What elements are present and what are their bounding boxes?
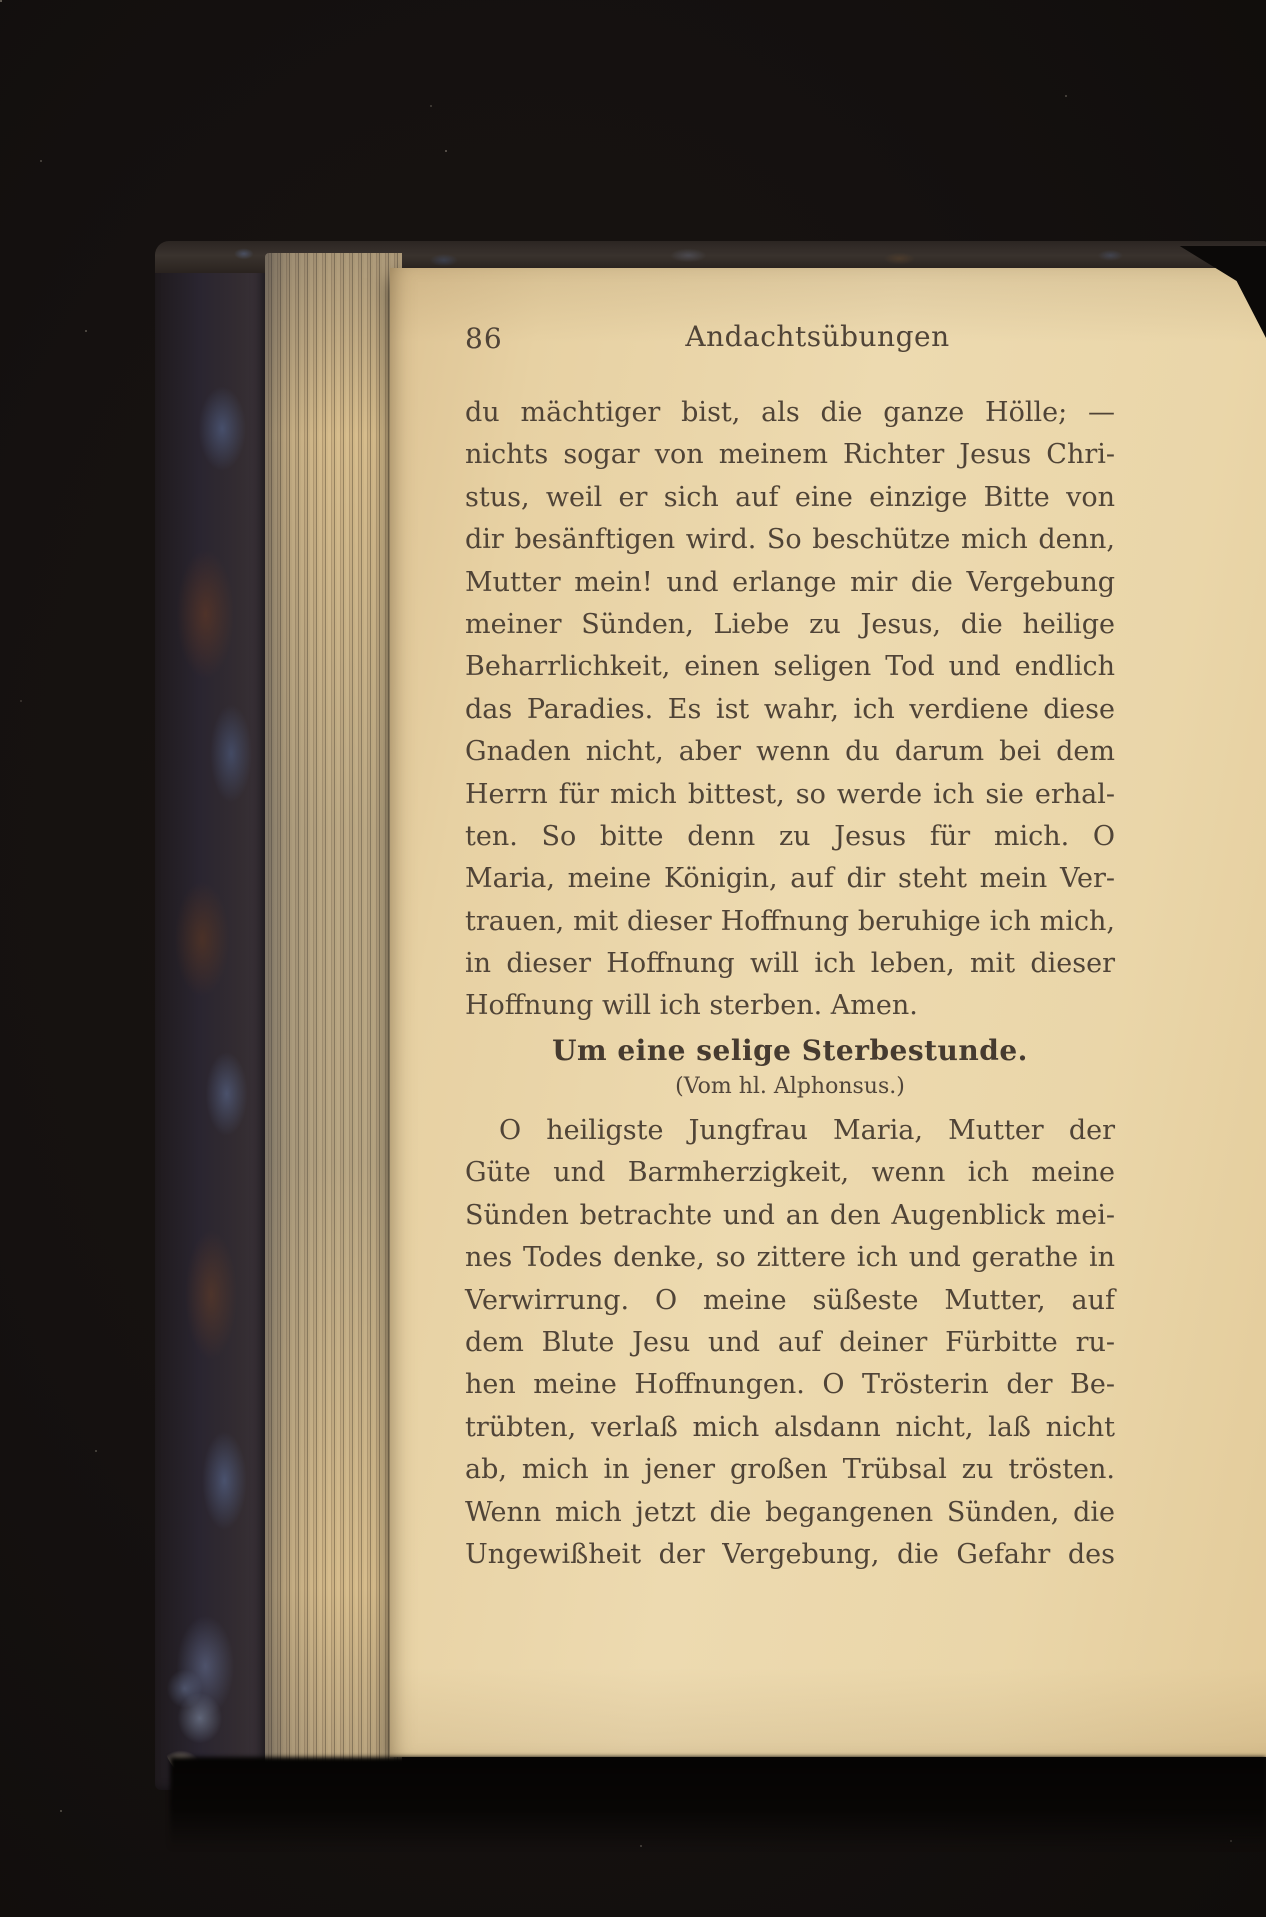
page-number: 86	[465, 322, 503, 355]
text-line: Ungewißheit der Vergebung, die Gefahr des	[465, 1538, 1115, 1570]
text-line: Beharrlichkeit, einen seligen Tod und endlich	[465, 651, 1115, 683]
text-line: Herrn für mich bittest, so werde ich sie erhal-	[465, 778, 1115, 810]
text-line: Wenn mich jetzt die begangenen Sünden, die	[465, 1496, 1115, 1528]
text-line: O heiligste Jungfrau Maria, Mutter der	[499, 1115, 1115, 1146]
text-line: ab, mich in jener großen Trübsal zu trösten.	[465, 1454, 1115, 1486]
book-shadow	[170, 1757, 1266, 1849]
text-line: trauen, mit dieser Hoffnung beruhige ich mich,	[465, 905, 1115, 937]
book-cover-marbled-edge	[155, 243, 267, 1790]
text-line: ten. So bitte denn zu Jesus für mich. O	[465, 820, 1115, 852]
text-line: stus, weil er sich auf eine einzige Bitte von	[465, 481, 1115, 513]
text-line: in dieser Hoffnung will ich leben, mit dieser	[465, 948, 1115, 980]
dust-specks	[0, 0, 2, 2]
text-line: das Paradies. Es ist wahr, ich verdiene diese	[465, 693, 1115, 725]
running-title: Andachtsübungen	[685, 320, 950, 353]
text-line: Hoffnung will ich sterben. Amen.	[465, 990, 918, 1022]
section-heading: Um eine selige Sterbestunde.	[552, 1034, 1028, 1067]
text-line: nichts sogar von meinem Richter Jesus Chri-	[465, 439, 1115, 471]
text-line: Güte und Barmherzigkeit, wenn ich meine	[465, 1157, 1115, 1189]
page-content	[390, 268, 1266, 1757]
text-line: trübten, verlaß mich alsdann nicht, laß nicht	[465, 1411, 1115, 1443]
text-line: dir besänftigen wird. So beschütze mich denn,	[465, 524, 1115, 556]
paragraph-1	[465, 392, 1115, 1028]
text-line: Verwirrung. O meine süßeste Mutter, auf	[465, 1284, 1115, 1316]
text-line: hen meine Hoffnungen. O Trösterin der Be-	[465, 1369, 1115, 1401]
text-line: meiner Sünden, Liebe zu Jesus, die heilige	[465, 608, 1115, 640]
page-header	[465, 320, 1115, 360]
book-fanned-page-edges	[265, 253, 402, 1769]
text-line: Maria, meine Königin, auf dir steht mein Ver-	[465, 863, 1115, 895]
section-attribution: (Vom hl. Alphonsus.)	[675, 1074, 905, 1099]
text-line: du mächtiger bist, als die ganze Hölle; —	[465, 397, 1115, 428]
text-line: Mutter mein! und erlange mir die Vergebung	[465, 566, 1115, 598]
text-line: Sünden betrachte und an den Augenblick mei-	[465, 1199, 1115, 1231]
book-page	[390, 268, 1266, 1757]
text-line: nes Todes denke, so zittere ich und gerathe in	[465, 1242, 1115, 1274]
paragraph-2	[465, 1110, 1115, 1576]
text-line: Gnaden nicht, aber wenn du darum bei dem	[465, 736, 1115, 768]
text-line: dem Blute Jesu und auf deiner Fürbitte ru-	[465, 1326, 1115, 1358]
